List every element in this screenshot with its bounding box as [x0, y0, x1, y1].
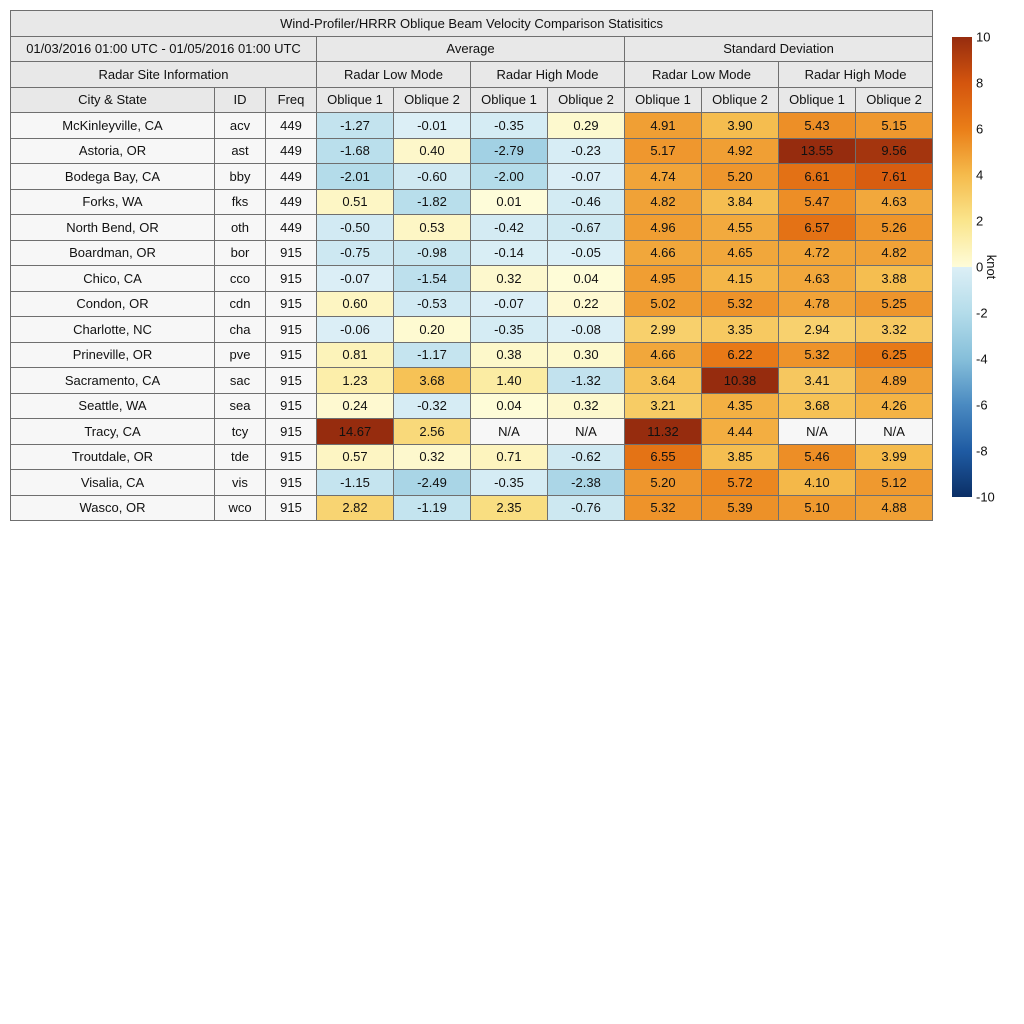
value-cell: -1.32 [548, 368, 625, 394]
value-cell: -0.60 [394, 164, 471, 190]
value-cell: 5.20 [625, 470, 702, 496]
value-cell: -0.35 [471, 317, 548, 343]
freq-cell: 449 [266, 138, 317, 164]
value-cell: -2.49 [394, 470, 471, 496]
freq-cell: 915 [266, 240, 317, 266]
table-row [11, 393, 933, 419]
value-cell: 3.68 [394, 368, 471, 394]
value-cell: 0.32 [394, 444, 471, 470]
value-cell: 4.65 [702, 240, 779, 266]
col-header-city: City & State [11, 87, 215, 113]
site-id-cell: acv [215, 113, 266, 139]
value-cell: 0.30 [548, 342, 625, 368]
colorbar-tick-label: 4 [976, 167, 984, 183]
table-row [11, 291, 933, 317]
value-cell: 4.92 [702, 138, 779, 164]
value-cell: 3.21 [625, 393, 702, 419]
value-cell: -0.01 [394, 113, 471, 139]
value-cell: N/A [471, 419, 548, 445]
value-cell: 1.23 [317, 368, 394, 394]
site-id-cell: wco [215, 495, 266, 521]
site-id-cell: ast [215, 138, 266, 164]
colorbar-tick-label: -6 [976, 397, 988, 413]
value-cell: 3.35 [702, 317, 779, 343]
value-cell: 0.51 [317, 189, 394, 215]
city-cell: Forks, WA [11, 189, 215, 215]
value-cell: -2.01 [317, 164, 394, 190]
city-cell: Chico, CA [11, 266, 215, 292]
col-header-oblique: Oblique 2 [548, 87, 625, 113]
value-cell: -0.35 [471, 113, 548, 139]
city-cell: Bodega Bay, CA [11, 164, 215, 190]
city-cell: North Bend, OR [11, 215, 215, 241]
table-row [11, 138, 933, 164]
value-cell: 0.24 [317, 393, 394, 419]
value-cell: -2.79 [471, 138, 548, 164]
value-cell: -0.23 [548, 138, 625, 164]
value-cell: 2.82 [317, 495, 394, 521]
col-header-oblique: Oblique 2 [856, 87, 933, 113]
value-cell: N/A [779, 419, 856, 445]
column-header-row [11, 87, 933, 113]
colorbar-tick-label: 8 [976, 75, 984, 91]
value-cell: -1.68 [317, 138, 394, 164]
value-cell: 0.81 [317, 342, 394, 368]
value-cell: 6.25 [856, 342, 933, 368]
value-cell: 0.40 [394, 138, 471, 164]
value-cell: 4.44 [702, 419, 779, 445]
value-cell: -0.07 [548, 164, 625, 190]
value-cell: -0.35 [471, 470, 548, 496]
value-cell: 5.32 [702, 291, 779, 317]
value-cell: -0.07 [317, 266, 394, 292]
value-cell: 3.68 [779, 393, 856, 419]
col-header-oblique: Oblique 1 [625, 87, 702, 113]
table-row [11, 113, 933, 139]
site-id-cell: tcy [215, 419, 266, 445]
value-cell: -0.07 [471, 291, 548, 317]
col-header-id: ID [215, 87, 266, 113]
col-header-oblique: Oblique 2 [394, 87, 471, 113]
colorbar-unit-label: knot [984, 254, 999, 280]
mode-header-avg-low: Radar Low Mode [317, 62, 471, 88]
mode-header-std-high: Radar High Mode [779, 62, 933, 88]
value-cell: 3.32 [856, 317, 933, 343]
value-cell: 0.01 [471, 189, 548, 215]
city-cell: McKinleyville, CA [11, 113, 215, 139]
mode-header-row [11, 62, 933, 88]
value-cell: 4.74 [625, 164, 702, 190]
value-cell: 6.22 [702, 342, 779, 368]
city-cell: Astoria, OR [11, 138, 215, 164]
value-cell: 14.67 [317, 419, 394, 445]
value-cell: 4.95 [625, 266, 702, 292]
value-cell: 5.12 [856, 470, 933, 496]
value-cell: 0.53 [394, 215, 471, 241]
period-cell: 01/03/2016 01:00 UTC - 01/05/2016 01:00 UTC [11, 36, 317, 62]
city-cell: Tracy, CA [11, 419, 215, 445]
value-cell: 5.46 [779, 444, 856, 470]
value-cell: -1.82 [394, 189, 471, 215]
value-cell: 5.32 [779, 342, 856, 368]
value-cell: 5.10 [779, 495, 856, 521]
freq-cell: 915 [266, 342, 317, 368]
colorbar [952, 37, 972, 497]
value-cell: 5.72 [702, 470, 779, 496]
value-cell: -0.50 [317, 215, 394, 241]
value-cell: -0.42 [471, 215, 548, 241]
value-cell: 5.25 [856, 291, 933, 317]
col-header-freq: Freq [266, 87, 317, 113]
value-cell: 3.85 [702, 444, 779, 470]
value-cell: 4.26 [856, 393, 933, 419]
table-row [11, 368, 933, 394]
colorbar-tick-label: 2 [976, 213, 984, 229]
mode-header-std-low: Radar Low Mode [625, 62, 779, 88]
value-cell: 0.32 [548, 393, 625, 419]
value-cell: 5.20 [702, 164, 779, 190]
value-cell: 11.32 [625, 419, 702, 445]
site-info-header: Radar Site Information [11, 62, 317, 88]
value-cell: 2.35 [471, 495, 548, 521]
value-cell: 0.29 [548, 113, 625, 139]
colorbar-tick-label: 0 [976, 259, 984, 275]
colorbar-tick-label: -10 [976, 489, 995, 505]
title-row [11, 11, 933, 37]
value-cell: 4.10 [779, 470, 856, 496]
value-cell: 4.63 [856, 189, 933, 215]
value-cell: 4.66 [625, 342, 702, 368]
value-cell: 3.90 [702, 113, 779, 139]
table-row [11, 419, 933, 445]
table-row [11, 240, 933, 266]
value-cell: 0.22 [548, 291, 625, 317]
value-cell: 7.61 [856, 164, 933, 190]
site-id-cell: fks [215, 189, 266, 215]
value-cell: -0.53 [394, 291, 471, 317]
value-cell: 4.96 [625, 215, 702, 241]
site-id-cell: tde [215, 444, 266, 470]
group-header-average: Average [317, 36, 625, 62]
col-header-oblique: Oblique 1 [779, 87, 856, 113]
colorbar-tick-label: 10 [976, 29, 991, 45]
colorbar-tick-label: 6 [976, 121, 984, 137]
value-cell: -1.17 [394, 342, 471, 368]
value-cell: 0.20 [394, 317, 471, 343]
colorbar-tick-label: -4 [976, 351, 988, 367]
value-cell: 4.82 [856, 240, 933, 266]
value-cell: N/A [548, 419, 625, 445]
colorbar-tick-label: -2 [976, 305, 988, 321]
value-cell: 5.26 [856, 215, 933, 241]
table-row [11, 317, 933, 343]
mode-header-avg-high: Radar High Mode [471, 62, 625, 88]
site-id-cell: cha [215, 317, 266, 343]
value-cell: -1.15 [317, 470, 394, 496]
site-id-cell: pve [215, 342, 266, 368]
site-id-cell: bby [215, 164, 266, 190]
value-cell: 4.15 [702, 266, 779, 292]
value-cell: 3.84 [702, 189, 779, 215]
value-cell: 4.89 [856, 368, 933, 394]
table-row [11, 444, 933, 470]
value-cell: 2.99 [625, 317, 702, 343]
value-cell: 6.61 [779, 164, 856, 190]
value-cell: -2.38 [548, 470, 625, 496]
freq-cell: 915 [266, 368, 317, 394]
table-row [11, 164, 933, 190]
value-cell: N/A [856, 419, 933, 445]
value-cell: -1.19 [394, 495, 471, 521]
freq-cell: 915 [266, 444, 317, 470]
site-id-cell: sea [215, 393, 266, 419]
value-cell: -0.32 [394, 393, 471, 419]
freq-cell: 915 [266, 470, 317, 496]
value-cell: 6.57 [779, 215, 856, 241]
col-header-oblique: Oblique 2 [702, 87, 779, 113]
value-cell: 4.35 [702, 393, 779, 419]
city-cell: Prineville, OR [11, 342, 215, 368]
value-cell: 1.40 [471, 368, 548, 394]
value-cell: 5.43 [779, 113, 856, 139]
value-cell: 0.38 [471, 342, 548, 368]
value-cell: 5.39 [702, 495, 779, 521]
statistics-table [10, 10, 933, 521]
value-cell: 6.55 [625, 444, 702, 470]
city-cell: Condon, OR [11, 291, 215, 317]
site-id-cell: bor [215, 240, 266, 266]
city-cell: Charlotte, NC [11, 317, 215, 343]
group-header-row [11, 36, 933, 62]
table-row [11, 189, 933, 215]
value-cell: 4.55 [702, 215, 779, 241]
value-cell: 5.15 [856, 113, 933, 139]
table-row [11, 495, 933, 521]
value-cell: 3.88 [856, 266, 933, 292]
value-cell: 10.38 [702, 368, 779, 394]
freq-cell: 915 [266, 495, 317, 521]
value-cell: 0.57 [317, 444, 394, 470]
freq-cell: 915 [266, 291, 317, 317]
value-cell: 3.41 [779, 368, 856, 394]
site-id-cell: sac [215, 368, 266, 394]
value-cell: -0.06 [317, 317, 394, 343]
city-cell: Sacramento, CA [11, 368, 215, 394]
site-id-cell: cco [215, 266, 266, 292]
city-cell: Visalia, CA [11, 470, 215, 496]
table-row [11, 342, 933, 368]
colorbar-tick-label: -8 [976, 443, 988, 459]
table-title: Wind-Profiler/HRRR Oblique Beam Velocity Comparison Statisitics [11, 11, 933, 37]
value-cell: -0.46 [548, 189, 625, 215]
value-cell: 0.04 [471, 393, 548, 419]
value-cell: -0.14 [471, 240, 548, 266]
freq-cell: 915 [266, 419, 317, 445]
value-cell: 5.17 [625, 138, 702, 164]
site-id-cell: vis [215, 470, 266, 496]
value-cell: 4.91 [625, 113, 702, 139]
value-cell: -0.05 [548, 240, 625, 266]
value-cell: 5.47 [779, 189, 856, 215]
table-body [11, 113, 933, 521]
value-cell: -0.62 [548, 444, 625, 470]
value-cell: 2.56 [394, 419, 471, 445]
freq-cell: 449 [266, 189, 317, 215]
freq-cell: 915 [266, 266, 317, 292]
table-header [11, 11, 933, 113]
value-cell: -0.75 [317, 240, 394, 266]
city-cell: Boardman, OR [11, 240, 215, 266]
value-cell: 0.32 [471, 266, 548, 292]
value-cell: 4.82 [625, 189, 702, 215]
value-cell: 2.94 [779, 317, 856, 343]
value-cell: 3.99 [856, 444, 933, 470]
value-cell: 0.60 [317, 291, 394, 317]
value-cell: -0.76 [548, 495, 625, 521]
value-cell: 9.56 [856, 138, 933, 164]
city-cell: Wasco, OR [11, 495, 215, 521]
value-cell: -1.27 [317, 113, 394, 139]
site-id-cell: cdn [215, 291, 266, 317]
value-cell: 13.55 [779, 138, 856, 164]
table-row [11, 215, 933, 241]
freq-cell: 915 [266, 393, 317, 419]
value-cell: 0.71 [471, 444, 548, 470]
value-cell: -2.00 [471, 164, 548, 190]
value-cell: 5.32 [625, 495, 702, 521]
freq-cell: 449 [266, 164, 317, 190]
col-header-oblique: Oblique 1 [317, 87, 394, 113]
freq-cell: 449 [266, 215, 317, 241]
value-cell: -1.54 [394, 266, 471, 292]
city-cell: Seattle, WA [11, 393, 215, 419]
freq-cell: 915 [266, 317, 317, 343]
value-cell: 4.78 [779, 291, 856, 317]
table-row [11, 470, 933, 496]
value-cell: -0.98 [394, 240, 471, 266]
city-cell: Troutdale, OR [11, 444, 215, 470]
value-cell: -0.67 [548, 215, 625, 241]
value-cell: 3.64 [625, 368, 702, 394]
site-id-cell: oth [215, 215, 266, 241]
group-header-stddev: Standard Deviation [625, 36, 933, 62]
value-cell: 4.72 [779, 240, 856, 266]
value-cell: -0.08 [548, 317, 625, 343]
freq-cell: 449 [266, 113, 317, 139]
value-cell: 4.66 [625, 240, 702, 266]
value-cell: 0.04 [548, 266, 625, 292]
value-cell: 5.02 [625, 291, 702, 317]
table-row [11, 266, 933, 292]
value-cell: 4.63 [779, 266, 856, 292]
col-header-oblique: Oblique 1 [471, 87, 548, 113]
value-cell: 4.88 [856, 495, 933, 521]
